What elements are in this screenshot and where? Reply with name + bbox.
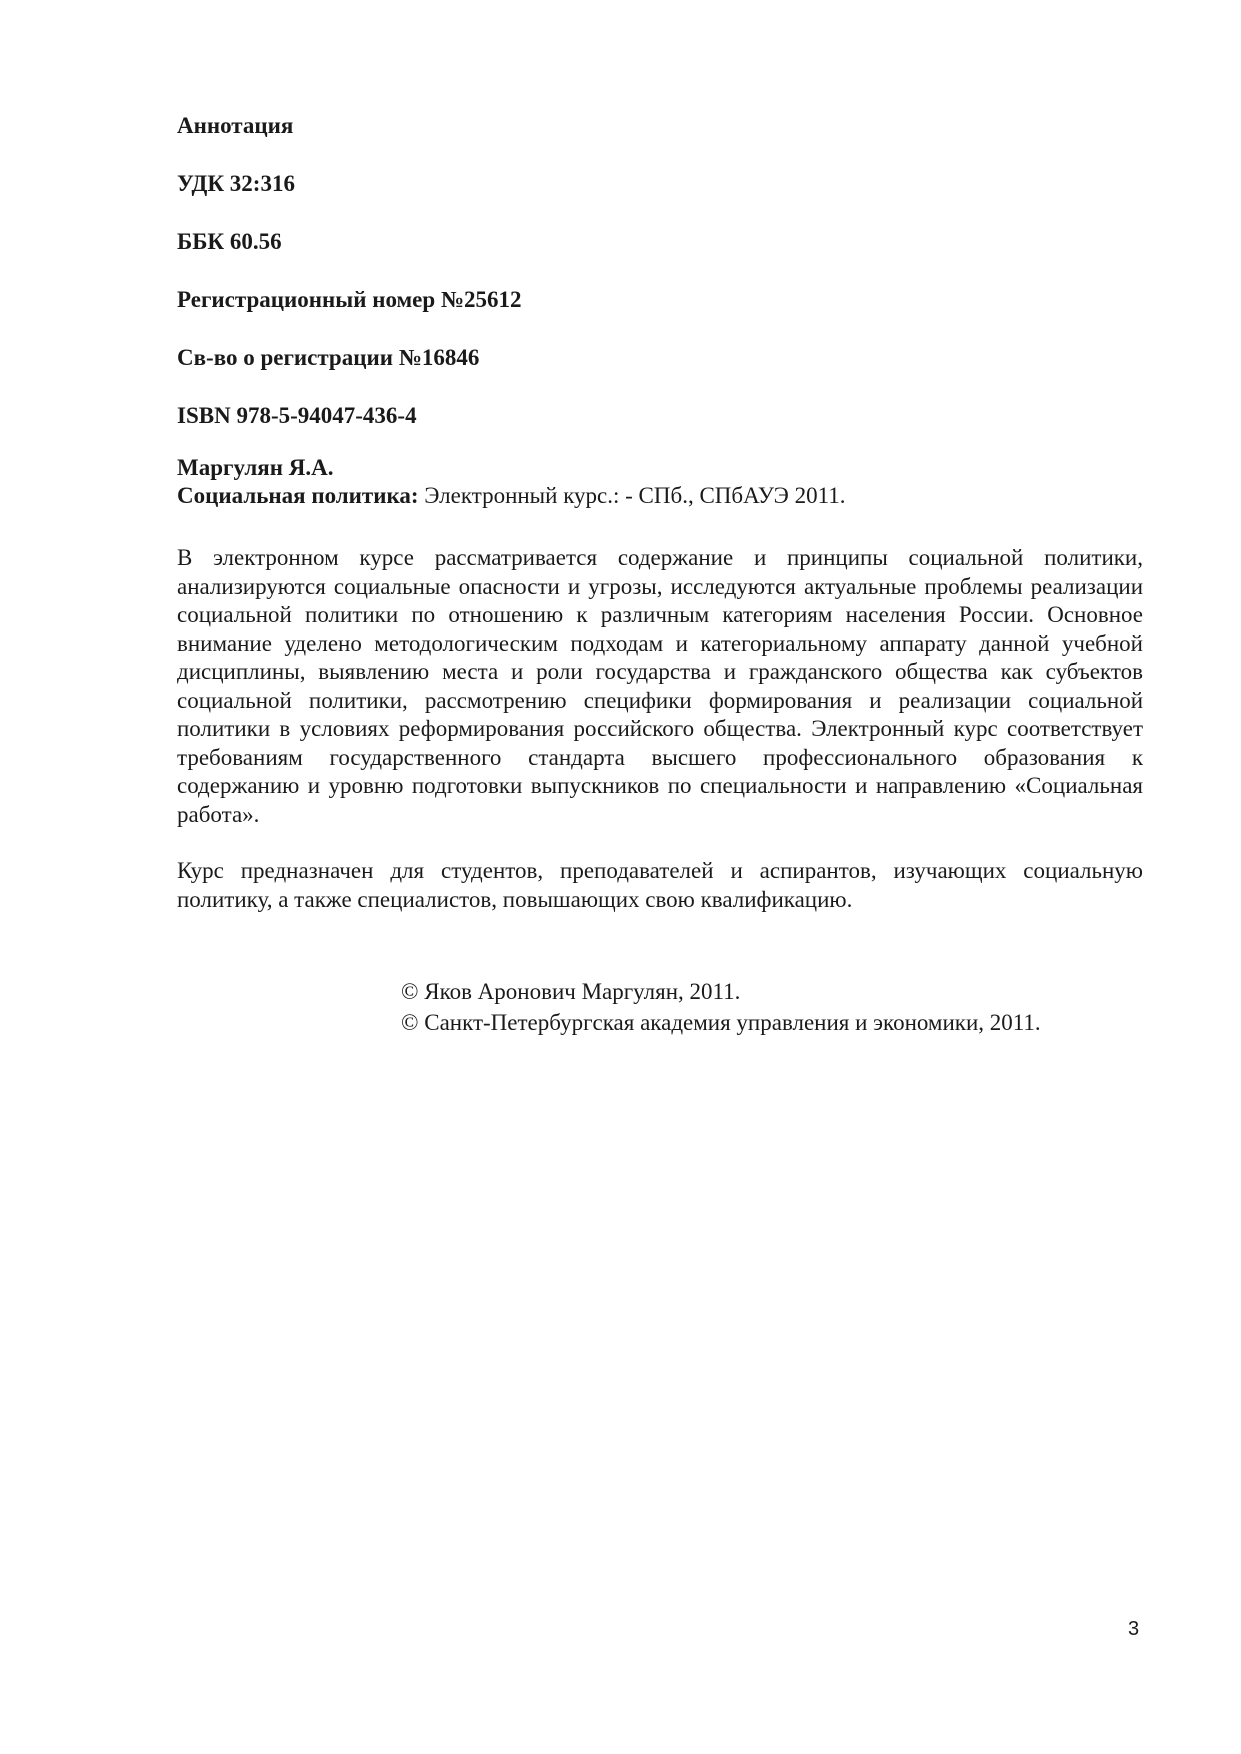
registration-number: Регистрационный номер №25612 [177,287,522,312]
copyright-academy: © Санкт-Петербургская академия управления и экономики, 2011. [401,1010,1041,1035]
description-paragraph: В электронном курсе рассматривается содержание и принципы социальной политики, анализируются социальные опасности и угрозы, исследуются актуальные проблемы реализации социальной политики по отношению к различным категориям населения России. Основное внимание уделено методологическим подходам и категориальному аппарату данной учебной дисциплины, выявлению места и роли государства и гражданского общества как субъектов социальной политики, рассмотрению специфики формирования и реализации социальной политики в условиях реформирования российского общества. Электронный курс соответствует требованиям государственного стандарта высшего профессионального образования к содержанию и уровню подготовки выпускников по специальности и направлению «Социальная работа». [177,545,1143,827]
audience-paragraph: Курс предназначен для студентов, преподавателей и аспирантов, изучающих социальную политику, а также специалистов, повышающих свою квалификацию. [177,858,1143,912]
bibliographic-entry [177,454,1143,510]
page-number: 3 [1128,1618,1140,1640]
copyright-block [401,976,1041,1038]
course-citation [177,482,1143,510]
isbn: ISBN 978-5-94047-436-4 [177,403,417,428]
publication-info: Электронный курс.: - СПб., СПбАУЭ 2011. [418,483,846,508]
course-title: Социальная политика: [177,483,419,508]
annotation-heading: Аннотация [177,113,294,138]
copyright-author: © Яков Аронович Маргулян, 2011. [401,979,741,1004]
registration-certificate: Св-во о регистрации №16846 [177,345,480,370]
udk-code: УДК 32:316 [177,171,295,196]
page-content [177,112,1143,914]
author-name: Маргулян Я.А. [177,455,334,480]
bbk-code: ББК 60.56 [177,229,282,254]
